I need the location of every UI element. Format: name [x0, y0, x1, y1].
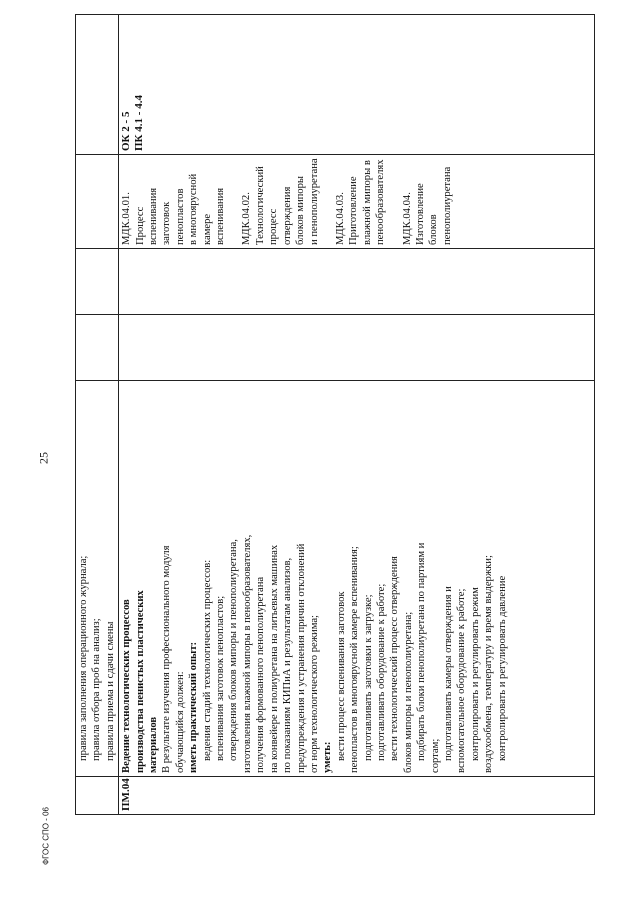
- professional-competencies: ПК 4.1 - 4.4: [133, 95, 146, 151]
- mdk-title-line: пенообразователях: [375, 159, 387, 245]
- practice-line: по показаниям КИПиА и результатам анализов,: [282, 557, 294, 773]
- mdk-code: МДК.04.02.: [241, 192, 253, 245]
- content-cell-previous: [76, 381, 119, 777]
- text-line: правила заполнения операционного журнала;: [78, 555, 89, 761]
- skills-line: вспомогательное оборудование к работе;: [456, 588, 468, 773]
- module-code: ПМ.04: [119, 777, 595, 815]
- intro-line: В результате изучения профессионального модуля: [161, 545, 173, 773]
- practice-line: предупреждения и устранения причин отклонений: [295, 543, 307, 773]
- mdk-title-line: Изготовление блоков: [414, 183, 440, 245]
- practice-line: на конвейере и полиуретана на литьевых машинах: [268, 544, 280, 773]
- module-content: [119, 381, 595, 777]
- competency-cell: [119, 15, 595, 155]
- competency-cell: [76, 15, 119, 155]
- practice-line: изготовления влажной мипоры в пенообразователях,: [241, 534, 253, 773]
- skills-line: подготавливать заготовки к загрузке;: [362, 594, 374, 761]
- skills-line: подготавливать камеры отверждения и: [442, 586, 454, 761]
- mdk-title-line: пенополиуретана: [441, 166, 453, 245]
- hours-cell: [76, 249, 119, 315]
- module-title-line: материалов: [148, 716, 160, 773]
- hours-cell: [76, 315, 119, 381]
- module-title-line: производства пенистых пластических: [134, 590, 146, 773]
- table-row-previous: [76, 15, 119, 815]
- skills-line: контролировать и регулировать давление: [496, 575, 508, 761]
- skills-line: воздухообмена, температуру и время выдержки;: [483, 555, 495, 773]
- skills-line: сортам;: [429, 738, 441, 773]
- skills-line: вести процесс вспенивания заготовок: [335, 591, 347, 761]
- hours-cell: [119, 315, 595, 381]
- practice-line: получения формованного пенополиуретана: [255, 576, 267, 773]
- text-line: правила приема и сдачи смены: [104, 621, 116, 761]
- mdk-code: МДК.04.03.: [334, 192, 346, 245]
- rotated-table-frame: [75, 15, 595, 815]
- table-row-pm04: [119, 15, 595, 815]
- mdk-title-line: Приготовление: [348, 176, 360, 245]
- practice-line: отверждения блоков мипоры и пенополиуретана,: [228, 539, 240, 761]
- skills-line: блоков мипоры и пенополиуретана;: [402, 611, 414, 773]
- intro-line: обучающийся должен:: [174, 671, 186, 773]
- skills-line: вести технологический процесс отверждения: [389, 556, 401, 761]
- mdk-title-line: блоков мипоры: [295, 175, 307, 245]
- mdk-title-line: Процесс вспенивания: [134, 187, 160, 245]
- mdk-title-line: Технологический: [254, 166, 266, 245]
- practice-line: от норм технологического режима;: [308, 615, 320, 773]
- page-number: 25: [36, 452, 51, 464]
- document-footer: ФГОС СПО - 06: [41, 807, 51, 865]
- mdk-cell: [119, 155, 595, 249]
- practice-line: вспенивания заготовок пенопластов;: [215, 595, 227, 761]
- hours-cell: [119, 249, 595, 315]
- mdk-title-line: заготовок пенопластов: [161, 188, 186, 245]
- mdk-code: МДК.04.04.: [401, 192, 413, 245]
- skills-line: подготавливать оборудование к работе;: [375, 583, 387, 761]
- skills-line: подбирать блоки пенополиуретана по партиям и: [416, 542, 428, 761]
- text-line: правила отбора проб на анализ;: [91, 618, 103, 761]
- skills-heading: уметь:: [322, 741, 334, 773]
- mdk-title-line: и пенополиуретана: [308, 158, 320, 245]
- mdk-cell: [76, 155, 119, 249]
- mdk-title-line: влажной мипоры в: [361, 160, 373, 245]
- mdk-code: МДК.04.01.: [121, 192, 133, 245]
- module-title-line: Ведение технологических процессов: [121, 599, 133, 773]
- mdk-title-line: вспенивания: [215, 187, 227, 245]
- mdk-title-line: в многоярусной камере: [188, 173, 213, 245]
- curriculum-table: [75, 14, 595, 815]
- mdk-title-line: процесс отверждения: [268, 186, 293, 245]
- practice-line: ведения стадий технологических процессов:: [201, 559, 213, 761]
- general-competencies: ОК 2 - 5: [120, 111, 133, 151]
- skills-line: контролировать и регулировать режим: [469, 587, 481, 761]
- code-cell-empty: [76, 777, 119, 815]
- practice-heading: иметь практический опыт:: [188, 641, 200, 773]
- skills-line: пенопластов в многоярусной камере вспенивания;: [349, 546, 361, 773]
